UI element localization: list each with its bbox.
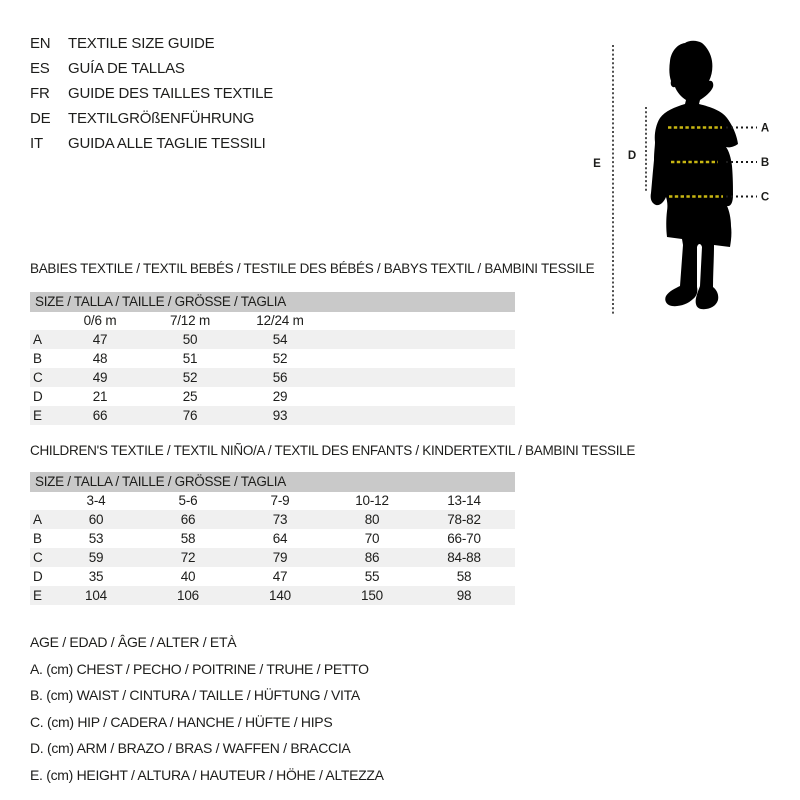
language-title: TEXTILE SIZE GUIDE [68,35,215,52]
table-row [30,349,515,368]
measure-label-b: B [760,157,770,169]
legend-chest: A. (cm) CHEST / PECHO / POITRINE / TRUHE / PETTO [30,660,369,677]
child-silhouette [651,41,738,309]
language-row-es [30,56,273,81]
cell: 66 [180,512,196,527]
cell: 21 [92,389,108,404]
language-title: TEXTILGRÖßENFÜHRUNG [68,110,255,127]
measure-label-a: A [760,122,770,135]
cell: 56 [272,370,288,385]
children-column-header-row [30,491,515,510]
cell: 47 [92,332,108,347]
measure-label-c: C [760,191,770,204]
empty-cell [30,311,55,330]
babies-table [30,311,515,425]
cell: 55 [364,569,380,584]
babies-size-header-bar: SIZE / TALLA / TAILLE / GRÖSSE / TAGLIA [30,292,515,312]
language-row-en [30,31,273,56]
cell: 59 [88,550,104,565]
cell: 48 [92,351,108,366]
legend-height: E. (cm) HEIGHT / ALTURA / HAUTEUR / HÖHE / ALTEZZA [30,766,384,783]
measure-label-d: D [627,150,637,162]
cell: 49 [92,370,108,385]
row-label: A [33,512,42,527]
babies-section-title: BABIES TEXTILE / TEXTIL BEBÉS / TESTILE DES BÉBÉS / BABYS TEXTIL / BAMBINI TESSILE [30,261,595,276]
language-code: IT [30,135,43,152]
language-title: GUIDA ALLE TAGLIE TESSILI [68,135,266,152]
babies-column-header-row [30,311,515,330]
filler-cell [325,387,515,406]
table-row [30,586,515,605]
row-label: B [33,351,42,366]
cell: 50 [182,332,198,347]
table-row [30,406,515,425]
language-row-it [30,131,273,156]
table-row [30,510,515,529]
cell: 73 [272,512,288,527]
cell: 58 [180,531,196,546]
table-row [30,548,515,567]
filler-cell [325,349,515,368]
column-header: 5-6 [178,493,198,508]
cell: 66-70 [447,531,481,546]
row-label: C [33,550,43,565]
column-header: 10-12 [355,493,389,508]
filler-cell [510,567,515,586]
cell: 98 [456,588,472,603]
cell: 40 [180,569,196,584]
filler-cell [325,406,515,425]
measurement-figure [585,30,800,330]
row-label: E [33,588,42,603]
cell: 78-82 [447,512,481,527]
filler-cell [510,491,515,510]
column-header: 0/6 m [83,313,117,328]
filler-cell [325,311,515,330]
cell: 35 [88,569,104,584]
language-code: DE [30,110,51,127]
filler-cell [510,529,515,548]
row-label: D [33,569,43,584]
table-row [30,368,515,387]
cell: 52 [182,370,198,385]
language-list [30,31,273,156]
filler-cell [510,548,515,567]
cell: 64 [272,531,288,546]
cell: 53 [88,531,104,546]
cell: 86 [364,550,380,565]
cell: 79 [272,550,288,565]
filler-cell [510,586,515,605]
cell: 29 [272,389,288,404]
cell: 150 [361,588,383,603]
language-row-de [30,106,273,131]
row-label: D [33,389,43,404]
cell: 60 [88,512,104,527]
cell: 84-88 [447,550,481,565]
column-header: 12/24 m [256,313,304,328]
measurement-legend [30,629,384,788]
children-table [30,491,515,605]
cell: 25 [182,389,198,404]
legend-age: AGE / EDAD / ÂGE / ALTER / ETÀ [30,634,237,650]
table-row [30,387,515,406]
language-title: GUIDE DES TAILLES TEXTILE [68,85,274,102]
row-label: A [33,332,42,347]
language-code: ES [30,60,50,77]
filler-cell [325,368,515,387]
legend-waist: B. (cm) WAIST / CINTURA / TAILLE / HÜFTUNG / VITA [30,687,360,703]
column-header: 3-4 [86,493,106,508]
cell: 106 [177,588,199,603]
column-header: 7-9 [270,493,290,508]
cell: 66 [92,408,108,423]
column-header: 13-14 [447,493,481,508]
cell: 104 [85,588,107,603]
language-title: GUÍA DE TALLAS [68,60,185,77]
row-label: C [33,370,43,385]
language-code: EN [30,35,51,52]
table-row [30,529,515,548]
cell: 54 [272,332,288,347]
row-label: B [33,531,42,546]
children-size-header-bar: SIZE / TALLA / TAILLE / GRÖSSE / TAGLIA [30,472,515,492]
language-row-fr [30,81,273,106]
cell: 76 [182,408,198,423]
filler-cell [325,330,515,349]
cell: 58 [456,569,472,584]
legend-hip: C. (cm) HIP / CADERA / HANCHE / HÜFTE / HIPS [30,713,333,730]
language-code: FR [30,85,50,102]
cell: 80 [364,512,380,527]
cell: 93 [272,408,288,423]
table-row [30,567,515,586]
table-row [30,330,515,349]
children-section-title: CHILDREN'S TEXTILE / TEXTIL NIÑO/A / TEXTIL DES ENFANTS / KINDERTEXTIL / BAMBINI TESSILE [30,443,636,458]
filler-cell [510,510,515,529]
cell: 52 [272,351,288,366]
column-header: 7/12 m [169,313,211,328]
empty-cell [30,491,50,510]
row-label: E [33,408,42,423]
legend-arm: D. (cm) ARM / BRAZO / BRAS / WAFFEN / BRACCIA [30,740,351,756]
measure-label-e: E [593,158,601,170]
cell: 140 [269,588,291,603]
cell: 47 [272,569,288,584]
cell: 70 [364,531,380,546]
cell: 51 [182,351,198,366]
cell: 72 [180,550,196,565]
